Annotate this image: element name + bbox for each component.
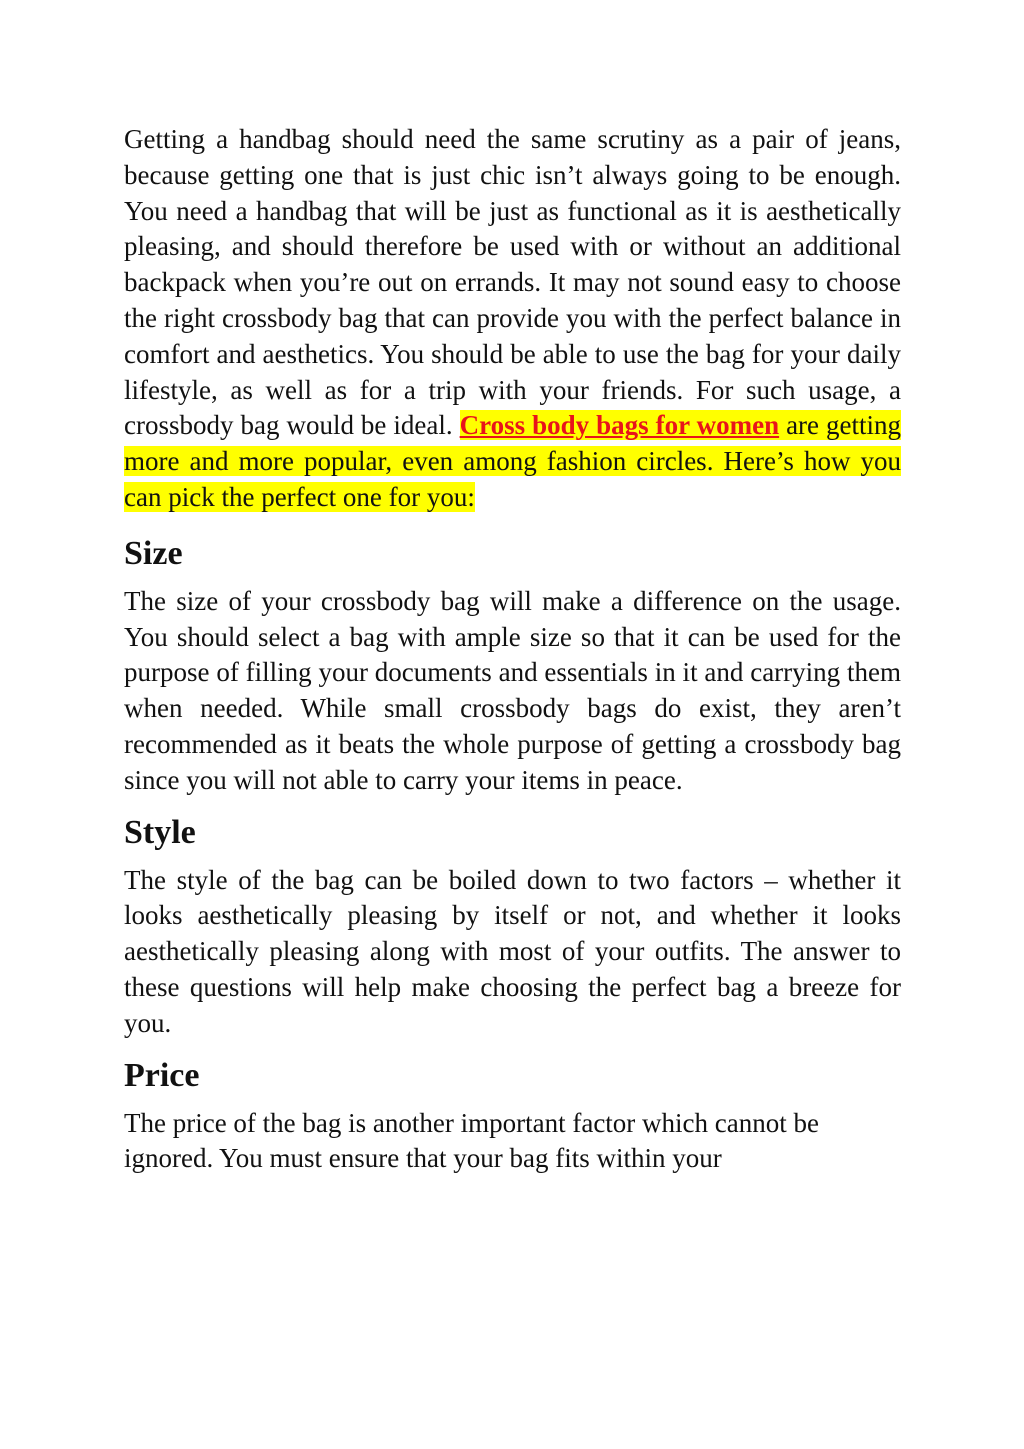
intro-paragraph — [124, 122, 901, 516]
section-body-price: The price of the bag is another important factor which cannot be ignored. You must ensure that your bag fits within your — [124, 1107, 819, 1174]
section-heading-size: Size — [124, 534, 183, 572]
section-body-style: The style of the bag can be boiled down to two factors – whether it looks aesthetically pleasing by itself or not, and whether it looks aesthetically pleasing along with most of your outfits. The answer to these questions will help make choosing the perfect bag a breeze for you. — [124, 864, 901, 1038]
section-heading-style: Style — [124, 813, 196, 851]
document-page — [124, 122, 901, 1177]
section-body-size: The size of your crossbody bag will make a difference on the usage. You should select a bag with ample size so that it can be used for the purpose of filling your documents and essentials in it and carrying them when needed. While small crossbody bags do exist, they aren’t recommended as it beats the whole purpose of getting a crossbody bag since you will not able to carry your items in peace. — [124, 585, 901, 795]
crossbody-bags-link[interactable]: Cross body bags for women — [459, 410, 780, 441]
intro-text: Getting a handbag should need the same scrutiny as a pair of jeans, because getting one that is just chic isn’t always going to be enough. You need a handbag that will be just as functional as it is aesthetically pleasing, and should therefore be used with or without an additional backpack when you’re out on errands. It may not sound easy to choose the right crossbody bag that can provide you with the perfect balance in comfort and aesthetics. You should be able to use the bag for your daily lifestyle, as well as for a trip with your friends. For such usage, a crossbody bag would be ideal. — [124, 124, 901, 441]
intro-text-after-link: are getting more and more popular, even among fashion circles. Here’s how you can pick the perfect one for you: — [124, 410, 902, 512]
section-heading-price: Price — [124, 1056, 200, 1094]
